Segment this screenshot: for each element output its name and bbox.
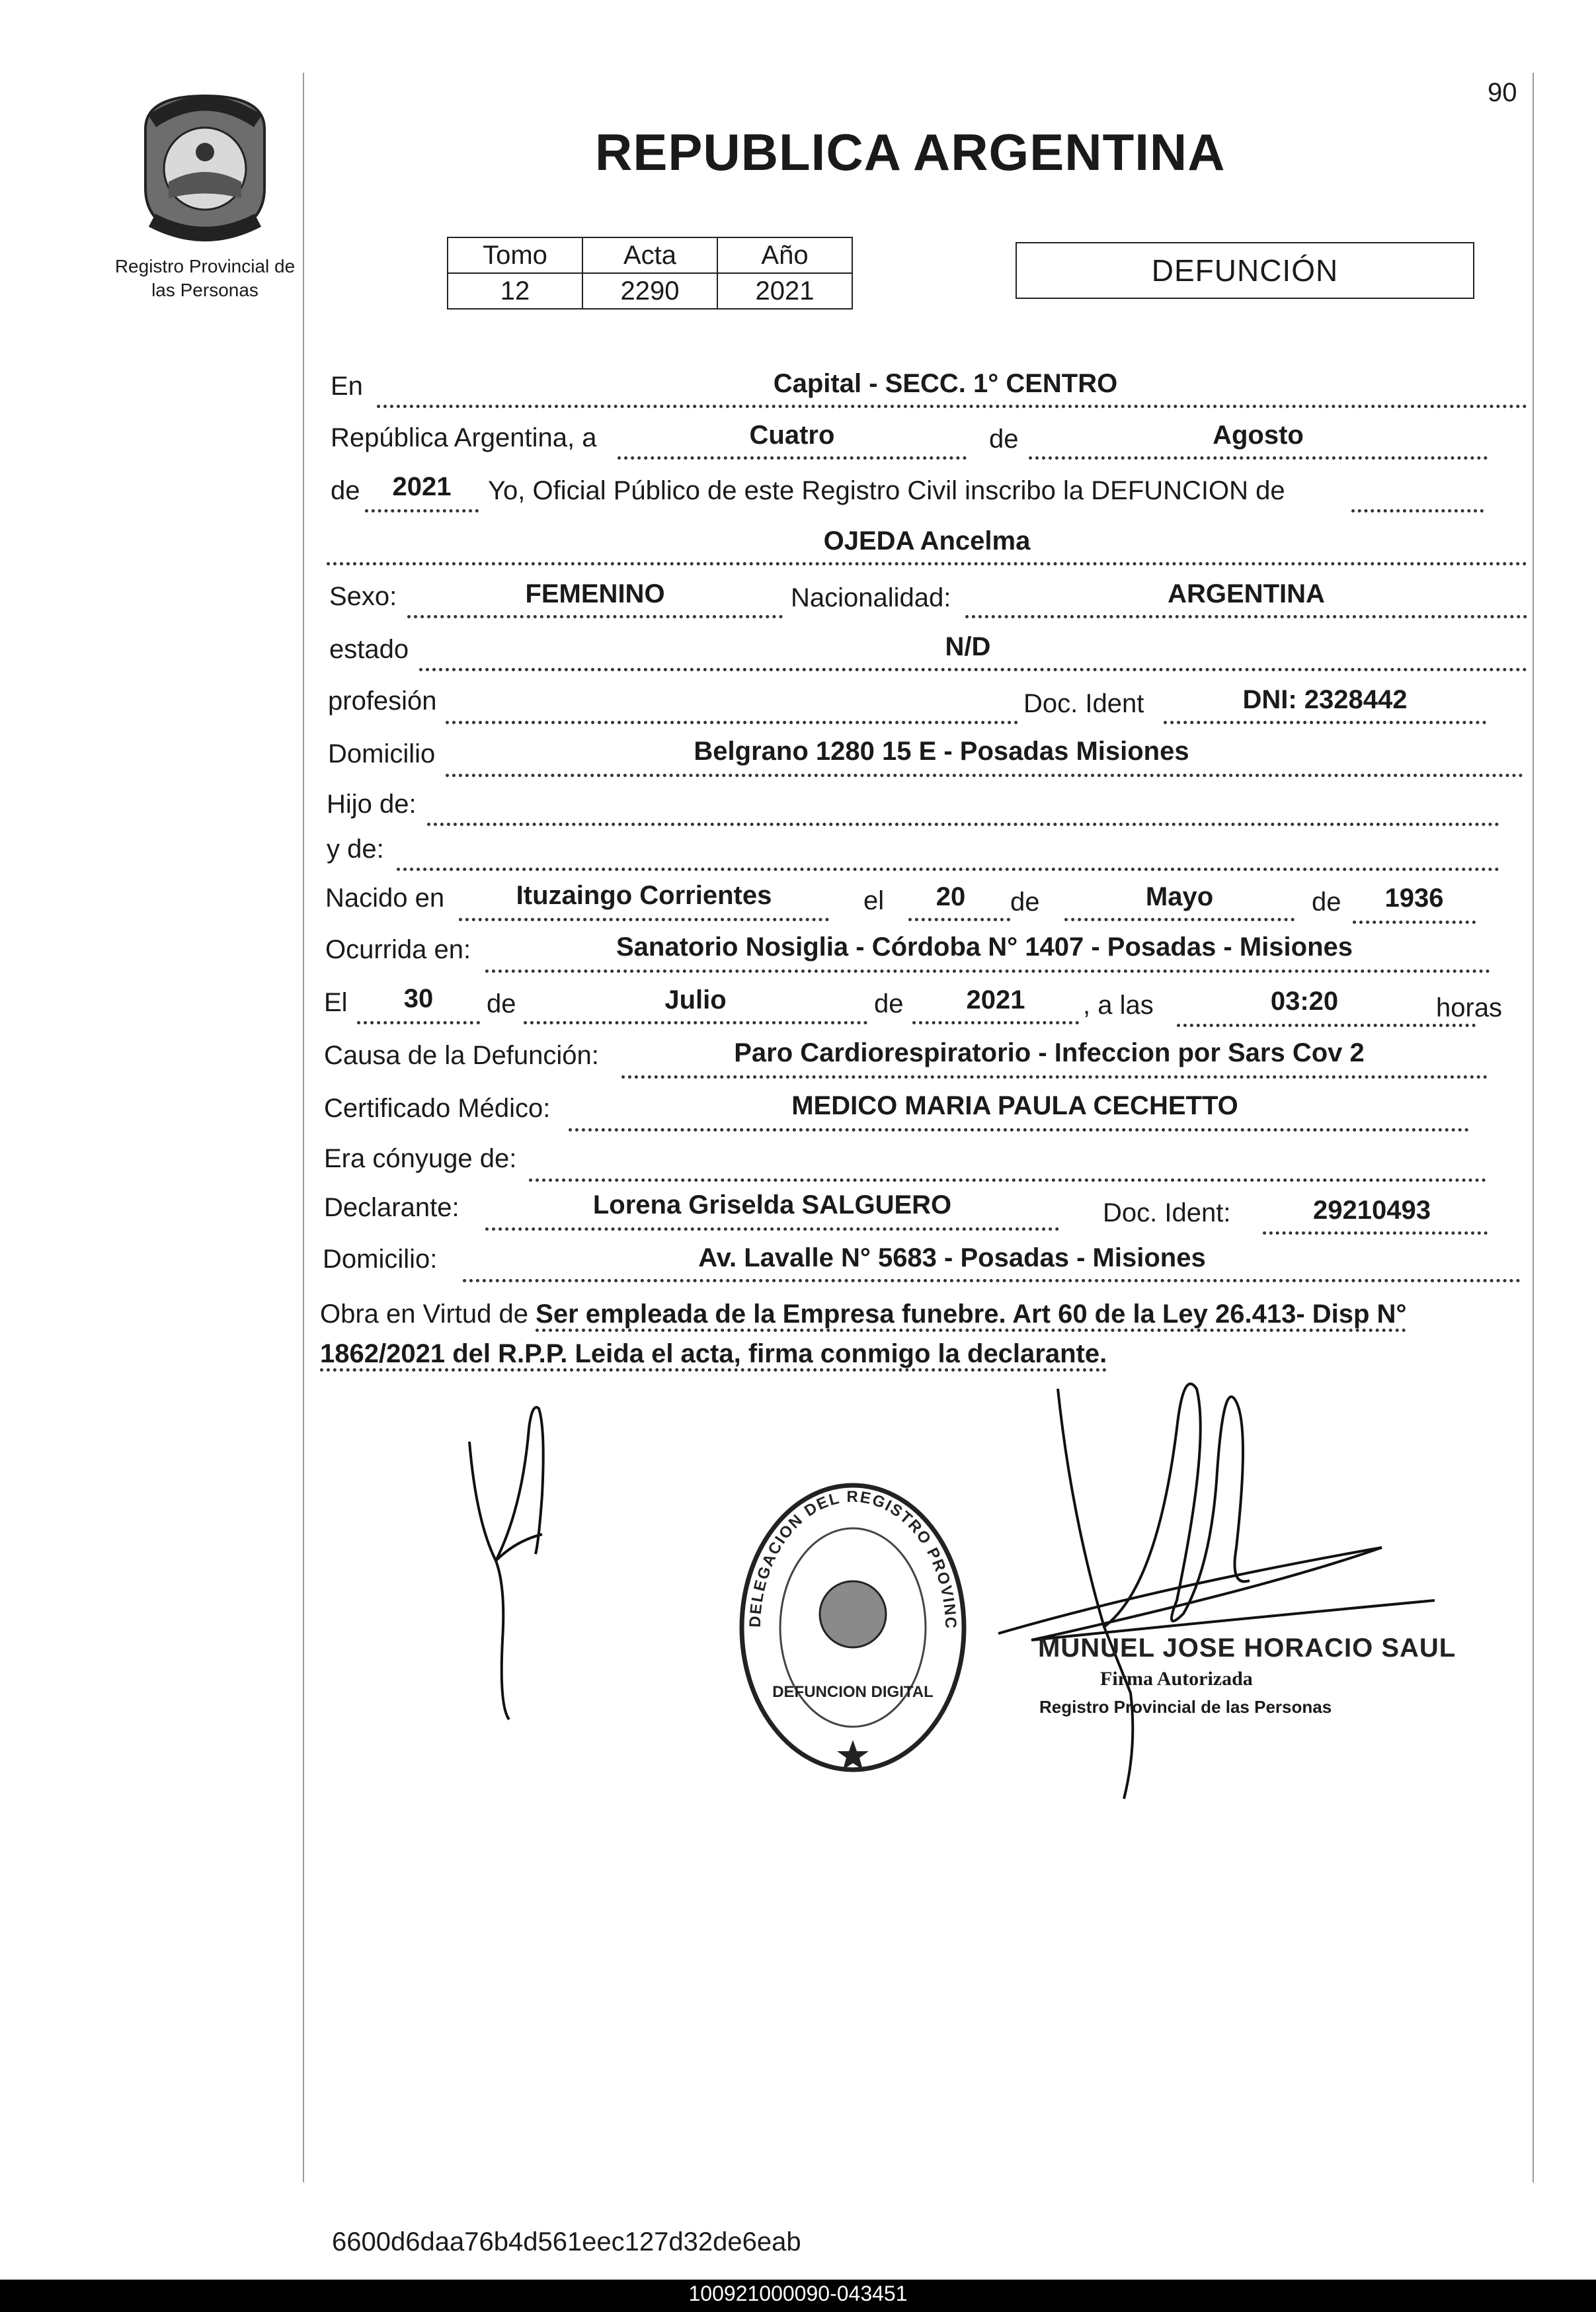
ocurrida-dotted-line (485, 970, 1490, 973)
dia-dotted-line (618, 456, 967, 460)
hora-value: 03:20 (1270, 987, 1339, 1016)
profesion-dotted-line (446, 721, 1018, 724)
nac-anio-value: 1936 (1384, 884, 1444, 913)
seal-inner-text: DEFUNCION DIGITAL (772, 1683, 934, 1701)
profesion-label: profesión (328, 686, 437, 716)
causa-value: Paro Cardiorespiratorio - Infeccion por Sars Cov 2 (734, 1038, 1365, 1067)
en-dotted-line (377, 405, 1527, 408)
nac-de2-label: de (1312, 888, 1341, 917)
nac-anio-dotted-line (1353, 921, 1476, 924)
nac-dia-value: 20 (936, 882, 966, 911)
nac-de-label: de (1010, 888, 1040, 917)
nac-mes-dotted-line (1064, 918, 1295, 921)
decl-doc-label: Doc. Ident: (1103, 1198, 1231, 1227)
nac-dia-dotted-line (908, 918, 1010, 921)
certificado-label: Certificado Médico: (324, 1094, 551, 1123)
def-mes-dotted-line (524, 1021, 867, 1024)
anio-de-label: de (331, 476, 360, 505)
doc-ident-value: DNI: 2328442 (1242, 685, 1408, 714)
decl-domicilio-label: Domicilio: (323, 1245, 438, 1274)
ocurrida-value: Sanatorio Nosiglia - Córdoba N° 1407 - Posadas - Misiones (616, 932, 1353, 962)
nacionalidad-dotted-line (965, 615, 1527, 618)
declarante-signature (456, 1389, 575, 1733)
certificado-dotted-line (569, 1128, 1469, 1132)
hijo-dotted-line (427, 823, 1499, 826)
yde-dotted-line (397, 868, 1499, 871)
hijo-label: Hijo de: (327, 790, 417, 819)
domicilio-value: Belgrano 1280 15 E - Posadas Misiones (694, 737, 1189, 766)
anio-dotted-line (365, 509, 479, 513)
en-value: Capital - SECC. 1° CENTRO (773, 369, 1118, 398)
doc-ident-label: Doc. Ident (1023, 689, 1144, 718)
registro-provincial-label (86, 255, 324, 302)
causa-label: Causa de la Defunción: (324, 1041, 599, 1070)
page-title: REPUBLICA ARGENTINA (595, 123, 1226, 181)
registro-provincial-signature-line: Registro Provincial de las Personas (1039, 1697, 1332, 1717)
nacionalidad-value: ARGENTINA (1168, 579, 1325, 608)
sexo-value: FEMENINO (525, 579, 665, 608)
declarante-label: Declarante: (324, 1193, 459, 1222)
anio-label: Año (717, 237, 852, 273)
el2-label: El (324, 988, 348, 1017)
decl-domicilio-value: Av. Lavalle N° 5683 - Posadas - Misiones (698, 1243, 1206, 1272)
estado-dotted-line (419, 668, 1527, 671)
document-type-box: DEFUNCIÓN (1016, 242, 1474, 299)
declarante-value: Lorena Griselda SALGUERO (592, 1190, 952, 1219)
hora-dotted-line (1177, 1024, 1476, 1027)
document-hash: 6600d6daa76b4d561eec127d32de6eab (332, 2227, 801, 2256)
conyuge-label: Era cónyuge de: (324, 1144, 517, 1173)
doc-ident-dotted-line (1164, 721, 1486, 724)
official-signature (959, 1349, 1488, 1812)
de-label: de (989, 425, 1019, 454)
left-margin-line (303, 73, 304, 2182)
decl-doc-value: 29210493 (1313, 1196, 1431, 1225)
estado-label: estado (329, 635, 409, 664)
def-anio-dotted-line (912, 1021, 1079, 1024)
acta-label: Acta (582, 237, 717, 273)
right-margin-line (1533, 73, 1534, 2182)
def-dia-dotted-line (357, 1021, 480, 1024)
decl-domicilio-dotted-line (463, 1279, 1521, 1282)
acta-value: 2290 (582, 273, 717, 309)
tomo-label: Tomo (448, 237, 582, 273)
obra-value-line-2: 1862/2021 del R.P.P. Leida el acta, firma conmigo la declarante. (320, 1339, 1107, 1372)
declarante-dotted-line (485, 1227, 1059, 1231)
sexo-label: Sexo: (329, 582, 397, 611)
footer-code: 100921000090-043451 (688, 2282, 908, 2305)
mes-value: Agosto (1213, 421, 1304, 450)
nombre-dotted-line (327, 562, 1527, 565)
oficial-dotted-line (1351, 509, 1484, 513)
obra-value-line-1: Ser empleada de la Empresa funebre. Art 60 de la Ley 26.413- Disp N° (536, 1300, 1406, 1332)
el-label: el (863, 886, 885, 915)
dia-value: Cuatro (749, 421, 835, 450)
def-mes-value: Julio (664, 985, 727, 1014)
horas-label: horas (1436, 993, 1503, 1022)
nacido-dotted-line (459, 918, 829, 921)
firma-autorizada: Firma Autorizada (1100, 1668, 1253, 1690)
page-number: 90 (1488, 78, 1517, 107)
certificado-value: MEDICO MARIA PAULA CECHETTO (791, 1091, 1238, 1120)
def-dia-value: 30 (403, 984, 434, 1013)
province-coat-of-arms-logo (132, 89, 278, 241)
signer-name: MUNUEL JOSE HORACIO SAUL (1038, 1633, 1456, 1663)
nacionalidad-label: Nacionalidad: (791, 583, 951, 612)
yde-label: y de: (327, 835, 384, 864)
official-seal (727, 1465, 972, 1776)
mes-dotted-line (1029, 456, 1488, 460)
decl-doc-dotted-line (1263, 1231, 1488, 1235)
sexo-dotted-line (407, 615, 783, 618)
causa-dotted-line (621, 1075, 1488, 1079)
conyuge-dotted-line (529, 1178, 1486, 1182)
def-de-label: de (487, 989, 516, 1018)
republica-label: República Argentina, a (331, 423, 597, 452)
oficial-text: Yo, Oficial Público de este Registro Civil inscribo la DEFUNCION de (488, 476, 1285, 505)
nac-mes-value: Mayo (1145, 882, 1214, 911)
domicilio-dotted-line (446, 774, 1523, 777)
def-de2-label: de (874, 989, 904, 1018)
anio-value: 2021 (717, 273, 852, 309)
tomo-acta-anio-table (447, 237, 853, 310)
def-anio-value: 2021 (966, 985, 1025, 1014)
tomo-value: 12 (448, 273, 582, 309)
en-label: En (331, 372, 363, 401)
estado-value: N/D (945, 632, 991, 661)
seal-outer-text: DELEGACION DEL REGISTRO PROVINCIAL DE LAS PERSONAS (727, 1465, 960, 1630)
registro-line-1: Registro Provincial de (114, 256, 296, 276)
nombre-value: OJEDA Ancelma (823, 526, 1031, 556)
a-las-label: , a las (1083, 991, 1154, 1020)
ocurrida-label: Ocurrida en: (325, 935, 471, 964)
anio-value: 2021 (392, 472, 452, 501)
nacido-value: Ituzaingo Corrientes (516, 881, 772, 910)
nacido-label: Nacido en (325, 884, 445, 913)
registro-line-2: las Personas (151, 280, 259, 300)
obra-label: Obra en Virtud de (320, 1300, 529, 1329)
domicilio-label: Domicilio (328, 739, 436, 768)
